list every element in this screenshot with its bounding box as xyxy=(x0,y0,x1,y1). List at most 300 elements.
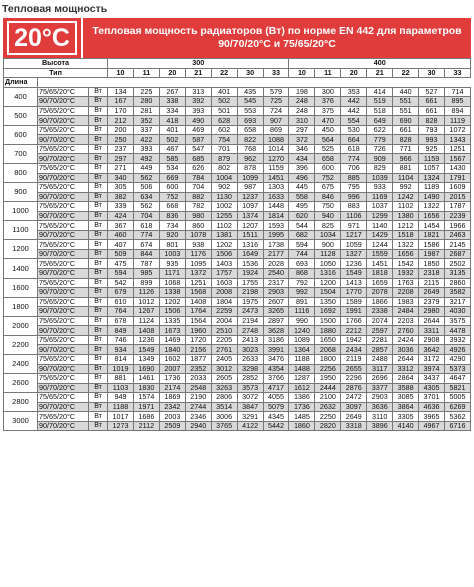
value-cell: 1140 xyxy=(367,221,393,231)
value-cell: 170 xyxy=(108,106,134,116)
table-row xyxy=(4,278,471,288)
value-cell: 3006 xyxy=(211,412,237,422)
value-cell: 1012 xyxy=(133,297,159,307)
value-cell: 1860 xyxy=(289,421,315,431)
value-cell: 664 xyxy=(341,135,367,145)
value-cell: 1099 xyxy=(237,173,263,183)
value-cell: 267 xyxy=(159,87,185,97)
value-cell: 5373 xyxy=(445,364,471,374)
type-col-1: 11 xyxy=(133,68,159,78)
value-cell: 2115 xyxy=(419,278,445,288)
value-cell: 1451 xyxy=(263,173,289,183)
value-cell: 1002 xyxy=(211,202,237,212)
value-cell: 490 xyxy=(185,116,211,126)
value-cell: 2074 xyxy=(367,316,393,326)
unit-cell: Вт xyxy=(89,364,108,374)
value-cell: 704 xyxy=(133,211,159,221)
value-cell: 1549 xyxy=(133,345,159,355)
value-cell: 634 xyxy=(133,192,159,202)
value-cell: 685 xyxy=(185,154,211,164)
value-cell: 1124 xyxy=(133,316,159,326)
value-cell: 1171 xyxy=(159,269,185,279)
type-col-12: 30 xyxy=(419,68,445,78)
value-cell: 1840 xyxy=(159,345,185,355)
value-cell: 2820 xyxy=(315,421,341,431)
type-col-7: 10 xyxy=(289,68,315,78)
value-cell: 5005 xyxy=(445,393,471,403)
value-cell: 367 xyxy=(108,221,134,231)
value-cell: 846 xyxy=(315,192,341,202)
value-cell: 2903 xyxy=(263,288,289,298)
value-cell: 885 xyxy=(341,173,367,183)
unit-cell: Вт xyxy=(89,259,108,269)
value-cell: 594 xyxy=(108,269,134,279)
value-cell: 3573 xyxy=(237,383,263,393)
value-cell: 2198 xyxy=(237,288,263,298)
value-cell: 2748 xyxy=(237,326,263,336)
table-row xyxy=(4,211,471,221)
value-cell: 525 xyxy=(315,144,341,154)
length-cell: 1000 xyxy=(4,202,38,221)
value-cell: 618 xyxy=(133,221,159,231)
type-col-13: 33 xyxy=(445,68,471,78)
value-cell: 392 xyxy=(185,97,211,107)
value-cell: 1720 xyxy=(185,335,211,345)
table-row xyxy=(4,402,471,412)
value-cell: 310 xyxy=(289,116,315,126)
value-cell: 1429 xyxy=(367,230,393,240)
value-cell: 1212 xyxy=(393,221,419,231)
unit-cell: Вт xyxy=(89,106,108,116)
value-cell: 1078 xyxy=(185,230,211,240)
value-cell: 3514 xyxy=(211,402,237,412)
value-cell: 2463 xyxy=(445,230,471,240)
value-cell: 2296 xyxy=(341,374,367,384)
value-cell: 1987 xyxy=(419,249,445,259)
table-row xyxy=(4,326,471,336)
value-cell: 724 xyxy=(263,106,289,116)
value-cell: 250 xyxy=(108,135,134,145)
value-cell: 1586 xyxy=(419,240,445,250)
value-cell: 836 xyxy=(159,211,185,221)
value-cell: 902 xyxy=(211,183,237,193)
value-cell: 1649 xyxy=(237,249,263,259)
value-cell: 828 xyxy=(419,116,445,126)
value-cell: 509 xyxy=(108,249,134,259)
value-cell: 519 xyxy=(367,97,393,107)
value-cell: 1960 xyxy=(185,326,211,336)
value-cell: 1850 xyxy=(419,259,445,269)
unit-cell: Вт xyxy=(89,297,108,307)
value-cell: 4122 xyxy=(237,421,263,431)
value-cell: 2346 xyxy=(185,412,211,422)
unit-cell: Вт xyxy=(89,135,108,145)
value-cell: 1039 xyxy=(367,173,393,183)
unit-cell: Вт xyxy=(89,412,108,422)
value-cell: 450 xyxy=(315,125,341,135)
value-cell: 353 xyxy=(341,87,367,97)
value-cell: 564 xyxy=(315,135,341,145)
value-cell: 544 xyxy=(289,221,315,231)
length-cell: 800 xyxy=(4,164,38,183)
unit-cell: Вт xyxy=(89,383,108,393)
value-cell: 1612 xyxy=(289,383,315,393)
value-cell: 3766 xyxy=(263,374,289,384)
value-cell: 305 xyxy=(108,183,134,193)
mode-cell: 75/65/20°C xyxy=(38,374,89,384)
value-cell: 1381 xyxy=(211,230,237,240)
value-cell: 3265 xyxy=(263,307,289,317)
value-cell: 768 xyxy=(237,144,263,154)
value-cell: 558 xyxy=(289,192,315,202)
value-cell: 3318 xyxy=(341,421,367,431)
value-cell: 971 xyxy=(341,221,367,231)
value-cell: 992 xyxy=(289,288,315,298)
value-cell: 1335 xyxy=(159,316,185,326)
value-cell: 2597 xyxy=(367,326,393,336)
unit-cell: Вт xyxy=(89,316,108,326)
value-cell: 2119 xyxy=(341,354,367,364)
unit-cell: Вт xyxy=(89,125,108,135)
unit-cell: Вт xyxy=(89,202,108,212)
value-cell: 1485 xyxy=(289,412,315,422)
value-cell: 825 xyxy=(315,221,341,231)
value-cell: 3217 xyxy=(445,297,471,307)
value-cell: 1755 xyxy=(237,278,263,288)
value-cell: 5079 xyxy=(263,402,289,412)
value-cell: 496 xyxy=(289,173,315,183)
value-cell: 1037 xyxy=(367,202,393,212)
value-cell: 774 xyxy=(133,230,159,240)
value-cell: 1255 xyxy=(211,211,237,221)
value-cell: 2649 xyxy=(341,412,367,422)
value-cell: 1448 xyxy=(263,202,289,212)
value-cell: 2145 xyxy=(445,240,471,250)
value-cell: 1017 xyxy=(108,412,134,422)
value-cell: 1403 xyxy=(211,259,237,269)
length-cell: 2600 xyxy=(4,374,38,393)
value-cell: 1738 xyxy=(263,240,289,250)
value-cell: 2744 xyxy=(185,402,211,412)
unit-cell: Вт xyxy=(89,154,108,164)
value-cell: 1322 xyxy=(393,240,419,250)
value-cell: 248 xyxy=(289,106,315,116)
value-cell: 3135 xyxy=(445,269,471,279)
value-cell: 3847 xyxy=(237,402,263,412)
value-cell: 649 xyxy=(367,116,393,126)
value-cell: 3312 xyxy=(393,364,419,374)
value-cell: 1559 xyxy=(367,249,393,259)
value-cell: 1787 xyxy=(445,202,471,212)
table-row xyxy=(4,202,471,212)
value-cell: 1549 xyxy=(341,269,367,279)
mode-cell: 90/70/20°C xyxy=(38,154,89,164)
unit-cell: Вт xyxy=(89,421,108,431)
length-cell: 2400 xyxy=(4,354,38,373)
value-cell: 1004 xyxy=(211,173,237,183)
value-cell: 3642 xyxy=(419,345,445,355)
value-cell: 2484 xyxy=(393,307,419,317)
value-cell: 1877 xyxy=(185,354,211,364)
value-cell: 1830 xyxy=(133,383,159,393)
type-col-9: 20 xyxy=(341,68,367,78)
unit-cell: Вт xyxy=(89,173,108,183)
value-cell: 442 xyxy=(341,97,367,107)
unit-cell: Вт xyxy=(89,345,108,355)
unit-cell: Вт xyxy=(89,249,108,259)
value-cell: 5362 xyxy=(445,412,471,422)
value-cell: 620 xyxy=(289,211,315,221)
value-cell: 860 xyxy=(185,221,211,231)
table-row xyxy=(4,393,471,403)
value-cell: 506 xyxy=(133,183,159,193)
length-cell: 400 xyxy=(4,87,38,106)
value-cell: 2473 xyxy=(237,307,263,317)
value-cell: 920 xyxy=(159,230,185,240)
value-cell: 2338 xyxy=(367,307,393,317)
value-cell: 338 xyxy=(159,97,185,107)
table-row xyxy=(4,345,471,355)
value-cell: 744 xyxy=(289,249,315,259)
value-cell: 3097 xyxy=(341,402,367,412)
value-cell: 3036 xyxy=(393,345,419,355)
unit-cell: Вт xyxy=(89,393,108,403)
value-cell: 562 xyxy=(133,202,159,212)
value-cell: 868 xyxy=(289,269,315,279)
value-cell: 3991 xyxy=(263,345,289,355)
value-cell: 1303 xyxy=(263,183,289,193)
table-row xyxy=(4,221,471,231)
value-cell: 600 xyxy=(159,183,185,193)
value-cell: 492 xyxy=(133,154,159,164)
value-cell: 675 xyxy=(315,183,341,193)
mode-cell: 75/65/20°C xyxy=(38,144,89,154)
value-cell: 1251 xyxy=(445,144,471,154)
value-cell: 1237 xyxy=(237,192,263,202)
table-row xyxy=(4,240,471,250)
value-cell: 1408 xyxy=(185,297,211,307)
value-cell: 1490 xyxy=(419,192,445,202)
value-cell: 1568 xyxy=(185,288,211,298)
value-cell: 4354 xyxy=(263,364,289,374)
value-cell: 1542 xyxy=(393,259,419,269)
value-cell: 752 xyxy=(315,173,341,183)
mode-cell: 90/70/20°C xyxy=(38,288,89,298)
value-cell: 281 xyxy=(133,106,159,116)
value-cell: 679 xyxy=(108,288,134,298)
unit-cell: Вт xyxy=(89,240,108,250)
value-cell: 2548 xyxy=(185,383,211,393)
value-cell: 1971 xyxy=(133,402,159,412)
value-cell: 1609 xyxy=(445,183,471,193)
value-cell: 3628 xyxy=(263,326,289,336)
header-banner xyxy=(3,18,471,58)
mode-cell: 90/70/20°C xyxy=(38,326,89,336)
value-cell: 1089 xyxy=(289,335,315,345)
table-row xyxy=(4,307,471,317)
mode-cell: 75/65/20°C xyxy=(38,202,89,212)
value-cell: 2605 xyxy=(211,374,237,384)
value-cell: 5442 xyxy=(263,421,289,431)
value-cell: 701 xyxy=(211,144,237,154)
value-cell: 2903 xyxy=(367,393,393,403)
value-cell: 822 xyxy=(237,135,263,145)
value-cell: 587 xyxy=(185,135,211,145)
mode-cell: 90/70/20°C xyxy=(38,211,89,221)
unit-cell: Вт xyxy=(89,97,108,107)
value-cell: 661 xyxy=(419,106,445,116)
mode-cell: 75/65/20°C xyxy=(38,259,89,269)
mode-cell: 75/65/20°C xyxy=(38,354,89,364)
height-300: 300 xyxy=(108,59,289,69)
value-cell: 1589 xyxy=(341,297,367,307)
value-cell: 2003 xyxy=(159,412,185,422)
value-cell: 3263 xyxy=(211,383,237,393)
value-cell: 594 xyxy=(289,240,315,250)
value-cell: 1349 xyxy=(133,354,159,364)
value-cell: 554 xyxy=(341,116,367,126)
value-cell: 2980 xyxy=(419,307,445,317)
value-cell: 1500 xyxy=(315,316,341,326)
value-cell: 2908 xyxy=(419,335,445,345)
value-cell: 949 xyxy=(108,393,134,403)
value-cell: 1866 xyxy=(367,297,393,307)
value-cell: 881 xyxy=(393,164,419,174)
value-cell: 5821 xyxy=(445,383,471,393)
value-cell: 1656 xyxy=(393,249,419,259)
table-row xyxy=(4,183,471,193)
value-cell: 2644 xyxy=(393,354,419,364)
type-col-0: 10 xyxy=(108,68,134,78)
length-cell: 700 xyxy=(4,144,38,163)
value-cell: 771 xyxy=(393,144,419,154)
mode-cell: 90/70/20°C xyxy=(38,345,89,355)
mode-cell: 75/65/20°C xyxy=(38,106,89,116)
value-cell: 600 xyxy=(315,164,341,174)
value-cell: 225 xyxy=(133,87,159,97)
mode-cell: 90/70/20°C xyxy=(38,383,89,393)
value-cell: 1757 xyxy=(211,269,237,279)
type-col-5: 30 xyxy=(237,68,263,78)
value-cell: 2444 xyxy=(315,383,341,393)
value-cell: 1034 xyxy=(315,230,341,240)
value-cell: 2205 xyxy=(211,335,237,345)
value-cell: 401 xyxy=(211,87,237,97)
table-row xyxy=(4,269,471,279)
value-cell: 1991 xyxy=(341,307,367,317)
value-cell: 579 xyxy=(263,87,289,97)
value-cell: 1316 xyxy=(237,240,263,250)
value-cell: 1176 xyxy=(185,249,211,259)
value-cell: 774 xyxy=(341,154,367,164)
value-cell: 1821 xyxy=(419,230,445,240)
value-cell: 802 xyxy=(211,164,237,174)
value-cell: 1316 xyxy=(315,269,341,279)
value-cell: 1386 xyxy=(289,393,315,403)
length-cell: 1400 xyxy=(4,259,38,278)
value-cell: 407 xyxy=(108,240,134,250)
mode-cell: 90/70/20°C xyxy=(38,230,89,240)
unit-cell: Вт xyxy=(89,87,108,97)
value-cell: 1932 xyxy=(393,269,419,279)
value-cell: 3588 xyxy=(393,383,419,393)
table-row xyxy=(4,316,471,326)
value-cell: 2405 xyxy=(211,354,237,364)
mode-cell: 75/65/20°C xyxy=(38,316,89,326)
value-cell: 1242 xyxy=(393,192,419,202)
value-cell: 1504 xyxy=(315,288,341,298)
type-col-10: 21 xyxy=(367,68,393,78)
mode-cell: 90/70/20°C xyxy=(38,97,89,107)
value-cell: 297 xyxy=(108,154,134,164)
value-cell: 1095 xyxy=(185,259,211,269)
value-cell: 2860 xyxy=(445,278,471,288)
value-cell: 1202 xyxy=(159,297,185,307)
value-cell: 1106 xyxy=(341,211,367,221)
value-cell: 787 xyxy=(133,259,159,269)
value-cell: 1975 xyxy=(237,297,263,307)
value-cell: 764 xyxy=(108,307,134,317)
value-cell: 6716 xyxy=(445,421,471,431)
value-cell: 2897 xyxy=(263,316,289,326)
value-cell: 3701 xyxy=(419,393,445,403)
value-cell: 792 xyxy=(289,278,315,288)
value-cell: 1995 xyxy=(263,230,289,240)
value-cell: 434 xyxy=(289,154,315,164)
value-cell: 933 xyxy=(367,183,393,193)
value-cell: 992 xyxy=(393,183,419,193)
value-cell: 1097 xyxy=(237,202,263,212)
value-cell: 1207 xyxy=(237,221,263,231)
value-cell: 693 xyxy=(289,259,315,269)
value-cell: 1686 xyxy=(133,412,159,422)
value-cell: 313 xyxy=(185,87,211,97)
value-cell: 1413 xyxy=(341,278,367,288)
value-cell: 2379 xyxy=(419,297,445,307)
value-cell: 4478 xyxy=(445,326,471,336)
unit-cell: Вт xyxy=(89,402,108,412)
length-label: Длина xyxy=(4,78,38,88)
value-cell: 661 xyxy=(419,97,445,107)
value-cell: 752 xyxy=(159,192,185,202)
value-cell: 2509 xyxy=(159,421,185,431)
mode-cell: 75/65/20°C xyxy=(38,240,89,250)
value-cell: 4647 xyxy=(445,374,471,384)
value-cell: 907 xyxy=(263,116,289,126)
value-cell: 553 xyxy=(237,106,263,116)
value-cell: 1350 xyxy=(315,297,341,307)
value-cell: 352 xyxy=(133,116,159,126)
value-cell: 1791 xyxy=(445,173,471,183)
value-cell: 3305 xyxy=(393,412,419,422)
value-cell: 2687 xyxy=(445,249,471,259)
value-cell: 2004 xyxy=(211,316,237,326)
value-cell: 1461 xyxy=(133,374,159,384)
value-cell: 1506 xyxy=(159,307,185,317)
value-cell: 658 xyxy=(315,154,341,164)
value-cell: 1673 xyxy=(159,326,185,336)
mode-cell: 75/65/20°C xyxy=(38,278,89,288)
value-cell: 1119 xyxy=(445,116,471,126)
value-cell: 300 xyxy=(315,87,341,97)
value-cell: 3864 xyxy=(393,402,419,412)
type-col-4: 22 xyxy=(211,68,237,78)
value-cell: 1014 xyxy=(263,144,289,154)
height-header-row xyxy=(4,59,471,69)
value-cell: 6269 xyxy=(445,402,471,412)
value-cell: 1072 xyxy=(445,125,471,135)
type-label: Тип xyxy=(4,68,108,78)
